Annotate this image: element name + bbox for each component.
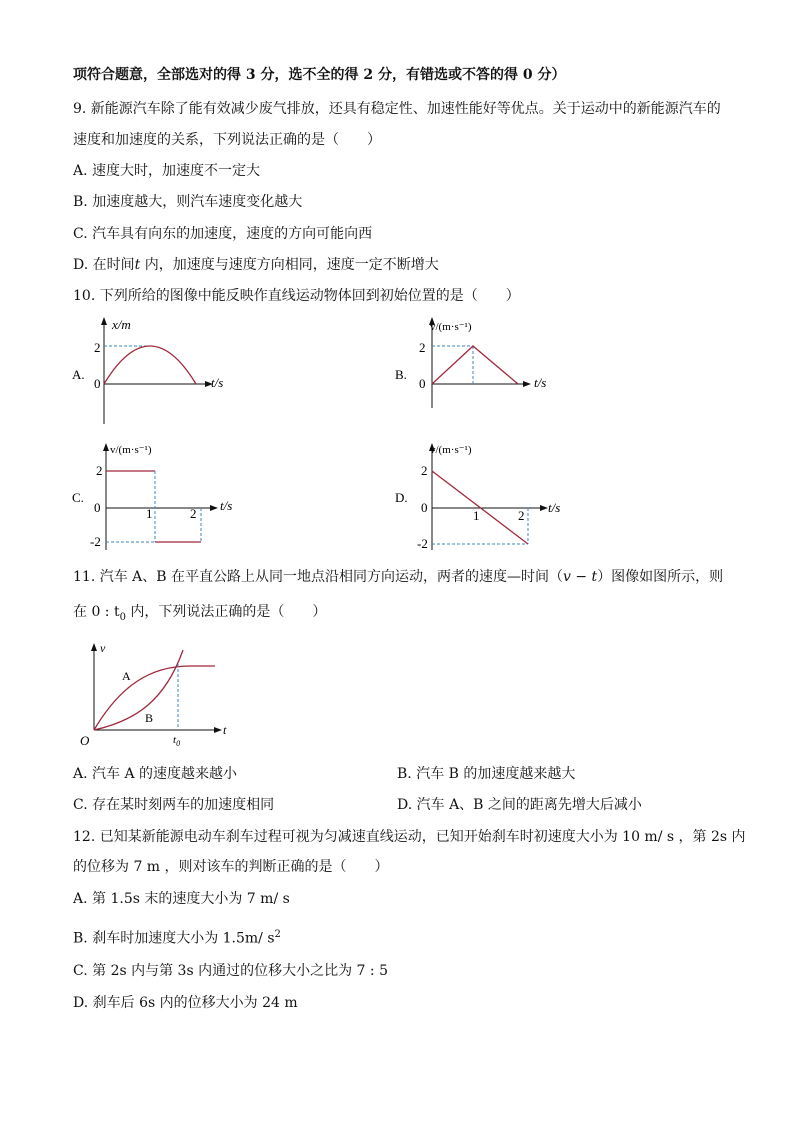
q11-stem-line2-pre: 在 0 : t	[73, 604, 120, 620]
q10-graph-d-tick-neg2: -2	[417, 536, 428, 551]
q9-option-c[interactable]: C. 汽车具有向东的加速度，速度的方向可能向西	[73, 226, 373, 242]
q11-graph-t0-label	[173, 734, 180, 748]
q9-option-a[interactable]: A. 速度大时，加速度不一定大	[73, 163, 261, 179]
q11-graph-y-arrow	[91, 643, 97, 651]
q9-option-d-post: 内，加速度与速度方向相同，速度一定不断增大	[140, 257, 439, 273]
q10-graph-c-origin: 0	[94, 500, 101, 515]
q10-graph-a-xlabel: t/s	[211, 375, 224, 390]
q10-graph-c	[70, 438, 250, 553]
q12-option-b[interactable]	[73, 926, 281, 948]
q11-graph	[75, 636, 235, 748]
q10-graph-b-tick-2: 2	[419, 340, 426, 355]
q11-stem-line2	[73, 603, 326, 627]
q10-graph-b	[393, 312, 573, 432]
q11-graph-curve-b	[94, 650, 183, 730]
q10-graph-d-x-arrow	[540, 505, 548, 511]
q10-graph-d	[393, 438, 573, 553]
q10-graph-b-label: B.	[395, 367, 407, 382]
q11-stem-line1-post: ）图像如图所示，则	[597, 569, 724, 585]
q10-graph-a-y-arrow	[101, 317, 107, 325]
q11-option-c[interactable]: C. 存在某时刻两车的加速度相同	[73, 797, 275, 813]
q11-stem-line1	[73, 568, 723, 586]
q11-option-a[interactable]: A. 汽车 A 的速度越来越小	[73, 766, 238, 782]
q12-option-b-sup: 2	[274, 929, 281, 940]
q10-graph-c-tick-x2: 2	[190, 506, 197, 521]
q9-option-d-pre: D. 在时间	[73, 257, 135, 273]
q10-graph-a-tick-2: 2	[94, 340, 101, 355]
q11-stem-math: v − t	[563, 569, 598, 585]
q11-option-b[interactable]: B. 汽车 B 的加速度越来越大	[397, 766, 576, 782]
q10-graph-d-tick-x2: 2	[518, 508, 525, 523]
q12-option-b-pre: B. 刹车时加速度大小为 1.5m/ s	[73, 930, 275, 947]
q10-graph-c-tick-neg2: -2	[90, 534, 101, 549]
q11-graph-t0-t: t	[173, 734, 177, 746]
q9-option-d[interactable]	[73, 256, 439, 274]
q10-graph-b-origin: 0	[419, 376, 426, 391]
q11-stem-line1-pre: 11. 汽车 A、B 在平直公路上从同一地点沿相同方向运动，两者的速度—时间（	[73, 569, 564, 585]
q10-graph-b-x-arrow	[523, 381, 531, 387]
q10-graph-a	[70, 312, 250, 432]
q9-option-d-var: t	[134, 257, 141, 273]
q10-graph-d-xlabel: t/s	[548, 500, 561, 515]
q11-stem-line2-post: 内，下列说法正确的是（ ）	[125, 604, 327, 620]
q11-graph-t0-sub: 0	[176, 739, 181, 748]
q10-graph-b-line	[432, 346, 518, 384]
q12-option-c[interactable]: C. 第 2s 内与第 3s 内通过的位移大小之比为 7 : 5	[73, 963, 388, 979]
q10-graph-a-curve	[104, 346, 196, 384]
q10-graph-d-tick-x1: 1	[473, 508, 480, 523]
q12-option-d[interactable]: D. 刹车后 6s 内的位移大小为 24 m	[73, 995, 298, 1011]
q10-graph-c-xlabel: t/s	[220, 498, 233, 513]
q10-graph-c-y-arrow	[103, 443, 109, 451]
q11-graph-t-label: t	[223, 723, 227, 737]
q10-graph-c-tick-x1: 1	[146, 506, 153, 521]
q10-graph-b-ylabel: v/(m·s⁻¹)	[430, 321, 472, 333]
q11-graph-label-a: A	[122, 669, 131, 683]
q10-graph-c-label: C.	[72, 490, 84, 505]
q10-stem: 10. 下列所给的图像中能反映作直线运动物体回到初始位置的是（ ）	[73, 288, 520, 304]
q10-graph-d-origin: 0	[421, 500, 428, 515]
q10-graph-d-ylabel: v/(m·s⁻¹)	[430, 444, 472, 456]
q11-stem-line2-sub: 0	[119, 611, 126, 623]
q10-graph-c-x-arrow	[210, 505, 218, 511]
section-instructions: 项符合题意，全部选对的得 3 分，选不全的得 2 分，有错选或不答的得 0 分）	[73, 67, 566, 83]
q9-option-b[interactable]: B. 加速度越大，则汽车速度变化越大	[73, 194, 303, 210]
q9-stem-line1: 9. 新能源汽车除了能有效减少废气排放，还具有稳定性、加速性能好等优点。关于运动中的新能源汽车的	[73, 101, 721, 117]
q10-graph-d-label: D.	[395, 490, 408, 505]
q10-graph-a-ylabel: x/m	[112, 317, 131, 332]
q11-graph-origin: O	[80, 733, 90, 748]
q12-stem-line1: 12. 已知某新能源电动车刹车过程可视为匀减速直线运动，已知开始刹车时初速度大小为 10 m/ s ，第 2s 内	[73, 829, 746, 845]
q10-graph-b-xlabel: t/s	[534, 375, 547, 390]
q12-option-a[interactable]: A. 第 1.5s 末的速度大小为 7 m/ s	[73, 891, 290, 907]
q10-graph-c-tick-2: 2	[96, 463, 103, 478]
q12-stem-line2: 的位移为 7 m ，则对该车的判断正确的是（ ）	[73, 859, 389, 875]
q11-graph-label-b: B	[145, 711, 154, 725]
q10-graph-d-tick-2: 2	[421, 463, 428, 478]
q10-graph-a-label: A.	[72, 367, 85, 382]
q10-graph-a-origin: 0	[94, 376, 101, 391]
q10-graph-c-ylabel: v/(m·s⁻¹)	[110, 444, 152, 456]
q11-option-d[interactable]: D. 汽车 A、B 之间的距离先增大后减小	[397, 797, 642, 813]
q11-graph-x-arrow	[214, 727, 222, 733]
q11-graph-v-label: v	[100, 641, 106, 655]
q9-stem-line2: 速度和加速度的关系，下列说法正确的是（ ）	[73, 132, 381, 148]
